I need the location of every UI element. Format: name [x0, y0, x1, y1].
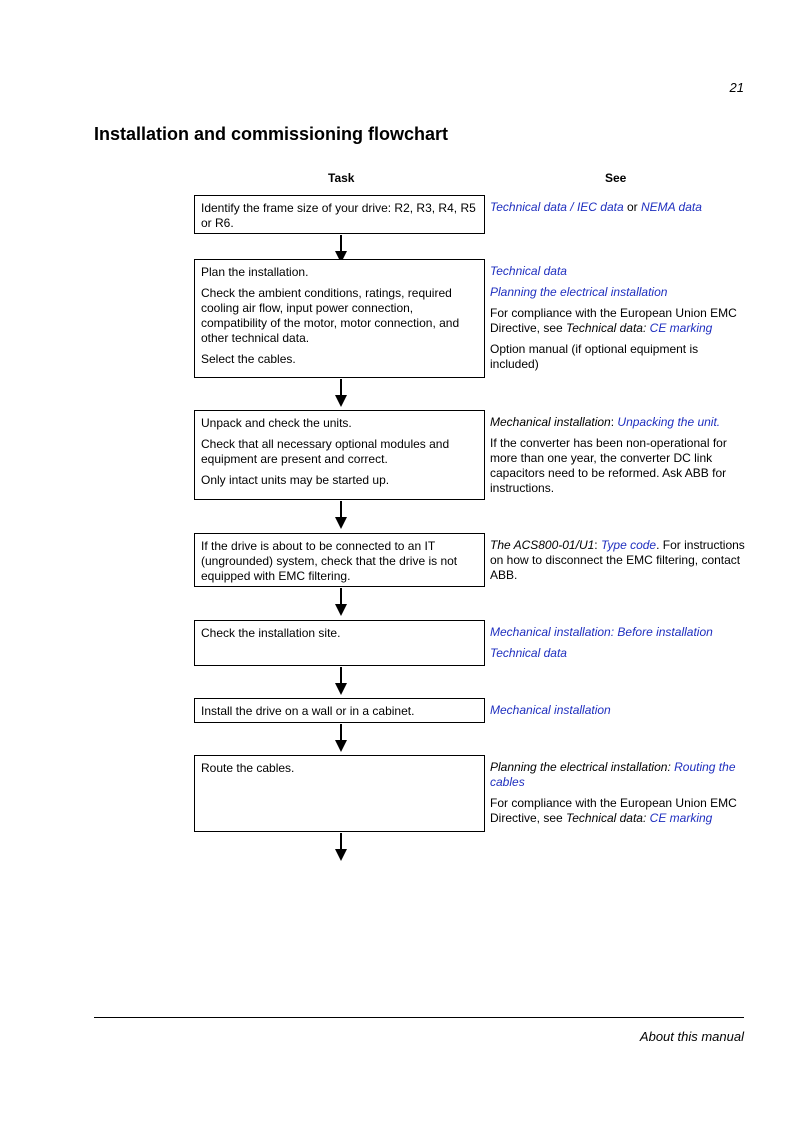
task-text: Route the cables. [201, 761, 295, 775]
reference-text: Option manual (if optional equipment is included) [490, 342, 699, 371]
page-number: 21 [729, 80, 744, 95]
cross-reference-link[interactable]: CE marking [649, 321, 713, 335]
cross-reference-link[interactable]: CE marking [649, 811, 713, 825]
see-reference [490, 625, 748, 667]
flow-arrow-icon [335, 833, 347, 861]
flow-arrow-icon [335, 588, 347, 616]
reference-paragraph [490, 760, 748, 790]
task-box [194, 259, 485, 378]
task-text: If the drive is about to be connected to an IT (ungrounded) system, check that the drive is not equipped with EMC filtering. [201, 539, 458, 583]
column-header-see: See [605, 171, 627, 185]
cross-reference-link[interactable]: Technical data [490, 264, 567, 278]
reference-paragraph [490, 306, 748, 336]
task-text: Install the drive on a wall or in a cabinet. [201, 704, 415, 718]
reference-text: : [610, 415, 618, 429]
footer-text: About this manual [639, 1029, 744, 1044]
cross-reference-link[interactable]: Unpacking the unit. [617, 415, 721, 429]
reference-text: Planning the electrical installation: [490, 760, 675, 774]
task-text: Identify the frame size of your drive: R2, R3, R4, R5 or R6. [201, 201, 476, 230]
task-text: Only intact units may be started up. [201, 473, 390, 487]
reference-paragraph [490, 436, 748, 496]
cross-reference-link[interactable]: Mechanical installation: Before installation [490, 625, 713, 639]
flow-arrow-icon [335, 667, 347, 695]
task-text: Check that all necessary optional modules and equipment are present and correct. [201, 437, 450, 466]
task-text: Unpack and check the units. [201, 416, 352, 430]
task-text: Check the installation site. [201, 626, 341, 640]
task-box [194, 755, 485, 832]
cross-reference-link[interactable]: Type code [600, 538, 657, 552]
reference-text: Technical data: [566, 811, 650, 825]
cross-reference-link[interactable]: NEMA data [640, 200, 702, 214]
reference-paragraph [490, 646, 748, 661]
task-box [194, 620, 485, 666]
task-box [194, 410, 485, 500]
cross-reference-link[interactable]: Planning the electrical installation [490, 285, 668, 299]
page-title: Installation and commissioning flowchart [94, 124, 449, 144]
reference-text: Mechanical installation [490, 415, 611, 429]
reference-text: : [594, 538, 601, 552]
cross-reference-link[interactable]: Mechanical installation [490, 703, 611, 717]
reference-paragraph [490, 264, 748, 279]
reference-text: Technical data: [566, 321, 650, 335]
reference-paragraph [490, 796, 748, 826]
reference-text: If the converter has been non-operational for more than one year, the converter DC link capacitors need to be reformed. Ask ABB for instructions. [490, 436, 727, 495]
see-reference [490, 264, 748, 378]
reference-paragraph [490, 342, 748, 372]
reference-text: The ACS800-01/U1 [490, 538, 595, 552]
reference-paragraph [490, 538, 748, 583]
reference-paragraph [490, 415, 748, 430]
reference-text: or [623, 200, 641, 214]
task-box [194, 698, 485, 723]
reference-paragraph [490, 703, 748, 718]
footer-divider [94, 1017, 744, 1018]
flow-arrow-icon [335, 379, 347, 407]
see-reference [490, 760, 748, 832]
column-header-task: Task [328, 171, 355, 185]
task-text: Select the cables. [201, 352, 296, 366]
cross-reference-link[interactable]: Routing the cables [490, 760, 736, 789]
task-text: Plan the installation. [201, 265, 309, 279]
see-reference [490, 538, 748, 589]
flow-arrow-icon [335, 724, 347, 752]
reference-text: For compliance with the European Union EMC Directive, see [490, 796, 737, 825]
see-reference [490, 200, 748, 221]
cross-reference-link[interactable]: Technical data / IEC data [490, 200, 624, 214]
see-reference [490, 415, 748, 502]
see-reference [490, 703, 748, 724]
reference-paragraph [490, 285, 748, 300]
cross-reference-link[interactable]: Technical data [490, 646, 567, 660]
reference-text: For compliance with the European Union EMC Directive, see [490, 306, 737, 335]
task-box [194, 533, 485, 587]
task-box [194, 195, 485, 234]
flow-arrow-icon [335, 501, 347, 529]
reference-paragraph [490, 200, 748, 215]
reference-paragraph [490, 625, 748, 640]
reference-text: . For instructions on how to disconnect the EMC filtering, contact ABB. [490, 538, 745, 582]
task-text: Check the ambient conditions, ratings, required cooling air flow, input power connection, compatibility of the motor, motor connection, and other technical data. [201, 286, 460, 345]
